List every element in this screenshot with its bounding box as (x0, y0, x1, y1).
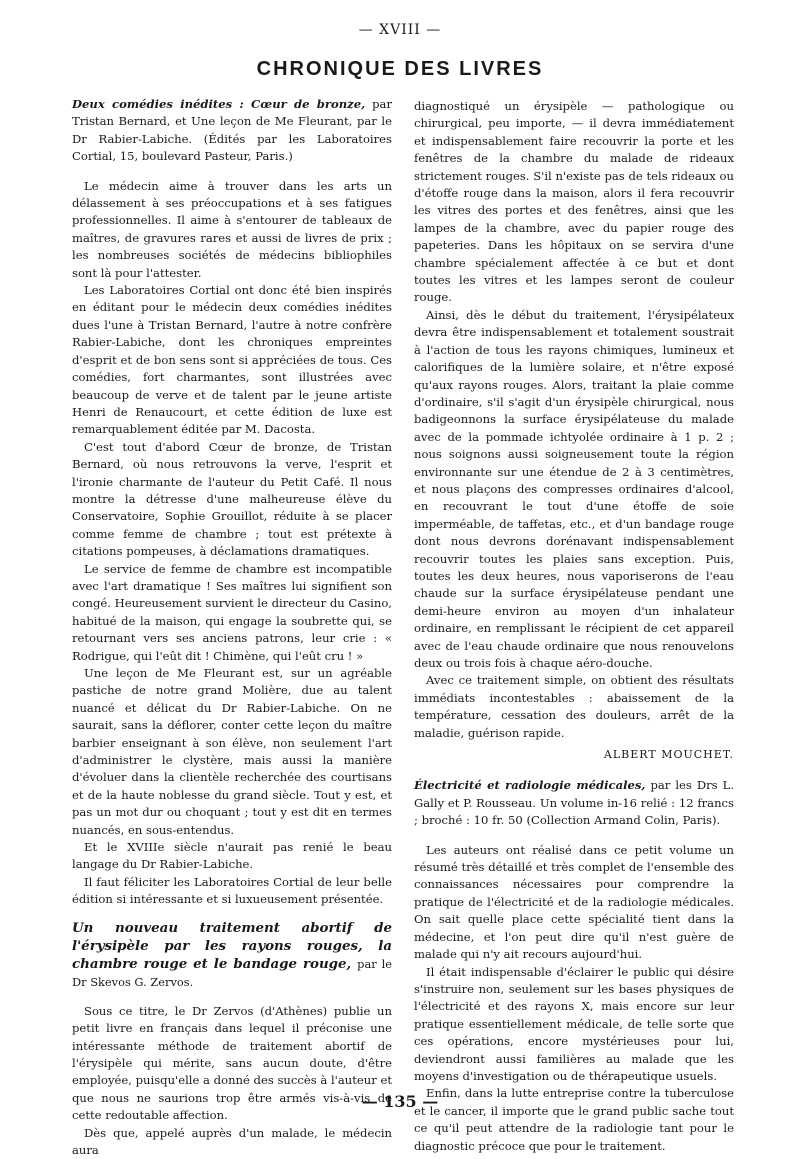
paragraph: Enfin, dans la lutte entreprise contre la tuberculose et le cancer, il importe que le grand public sache tout ce qu'il peut attendre de la radiologie tant pour le diagnostic précoce que pour le traitement. (414, 1086, 734, 1153)
paragraph: Les Laboratoires Cortial ont donc été bien inspirés en éditant pour le médecin deux comédies inédites dues l'une à Tristan Bernard, l'autre à notre confrère Rabier-Labiche, dont les chroniques empreintes d'esprit et de bon sens sont si appréciées de tous. Ces comédies, fort charmantes, sont illustrées avec beaucoup de verve et de talent par le jeune artiste Henri de Renaucourt, et cette édition de luxe est remarquablement éditée par M. Dacosta. (72, 283, 392, 437)
book-heading-electricite (414, 777, 734, 829)
book-details: par le Dr Skevos G. Zervos. (72, 956, 392, 989)
paragraph: C'est tout d'abord Cœur de bronze, de Tristan Bernard, où nous retrouvons la verve, l'esprit et l'ironie charmante de l'auteur du Petit Café. Il nous montre la détresse d'une malheureuse élève du Conservatoire, Sophie Grouillot, réduite à se placer comme femme de chambre ; tout est prétexte à citations pompeuses, à déclamations dramatiques. (72, 439, 392, 559)
paragraph: Le médecin aime à trouver dans les arts un délassement à ses préoccupations et à ses fatigues professionnelles. Il aime à s'entourer de tableaux de maîtres, de gravures rares et aussi de livres de prix ; les nombreuses sociétés de médecins bibliophiles sont là pour l'attester. (72, 178, 392, 280)
paragraph: Et le XVIIIe siècle n'aurait pas renié le beau langage du Dr Rabier-Labiche. (72, 840, 392, 872)
book-title: Un nouveau traitement abortif de l'érysipèle par les rayons rouges, la chambre rouge et le bandage rouge, (72, 919, 392, 972)
paragraph: Une leçon de Me Fleurant est, sur un agréable pastiche de notre grand Molière, due au talent nuancé et délicat du Dr Rabier-Labiche. On ne saurait, sans la déflorer, conter cette leçon du maître barbier enseignant à son élève, non seulement l'art d'administrer le clystère, mais aussi la manière d'évoluer dans la clientèle recherchée des courtisans et de la haute noblesse du grand siècle. Tout y est, et pas un mot dur ou choquant ; tout y est dit en termes nuancés, en sous-entendus. (72, 666, 392, 837)
page-number-footer: — 135 — (361, 1092, 439, 1111)
book-details: par Tristan Bernard, et Une leçon de Me Fleurant, par le Dr Rabier-Labiche. (Édités par les Laboratoires Cortial, 15, boulevard Pasteur, Paris.) (72, 97, 393, 164)
paragraph: Il était indispensable d'éclairer le public qui désire s'instruire non, seulement sur les bases physiques de l'électricité et des rayons X, mais encore sur leur pratique essentiellement médicale, de telle sorte que ces opérations, encore mystérieuses pour lui, deviendront aussi familières au malade que les moyens d'investigation ou de thérapeutique usuels. (414, 964, 734, 1083)
paragraph: Les auteurs ont réalisé dans ce petit volume un résumé très détaillé et très complet de l'ensemble des connaissances nécessaires pour comprendre la pratique de l'électricité et de la radiologie médicales. On sait quelle place cette spécialité tient dans la médecine, et l'on peut dire qu'il n'est guère de malade qui n'y ait recours aujourd'hui. (414, 842, 734, 962)
paragraph: Ainsi, dès le début du traitement, l'érysipélateux devra être indispensablement et totalement soustrait à l'action de tous les rayons chimiques, lumineux et calorifiques de la lumière solaire, et n'être exposé qu'aux rayons rouges. Alors, traitant la plaie comme d'ordinaire, s'il s'agit d'un érysipèle chirurgical, nous badigeonnons la surface érysipélateuse du malade avec de la pommade ichtyolée ordinaire à 1 p. 2 ; nous soignons aussi soigneusement toute la région environnante sur une étendue de 2 à 3 centimètres, et nous plaçons des compresses ordinaires d'alcool, en recouvrant le tout d'une étoffe de soie imperméable, de taffetas, etc., et d'un bandage rouge dont nous devrons dorénavant indispensablement recouvrir toutes les plaies sans exception. Puis, toutes les deux heures, nous vaporiserons de l'eau chaude sur la surface érysipélateuse pendant une demi-heure environ au moyen d'un inhalateur ordinaire, en remplissant le récipient de cet appareil avec de l'eau chaude ordinaire que nous renouvelons deux ou trois fois à chaque aéro-douche. (414, 307, 734, 670)
left-column (72, 96, 392, 1159)
book-heading-erysipele (72, 919, 392, 991)
book-heading-deux-comedies (72, 96, 392, 166)
paragraph: Dès que, appelé auprès d'un malade, le médecin aura (72, 1125, 392, 1157)
paragraph: Sous ce titre, le Dr Zervos (d'Athènes) publie un petit livre en français dans lequel il préconise une intéressante méthode de traitement abortif de l'érysipèle qui mérite, sans aucun doute, d'être employée, puisqu'elle a donné des succès à l'auteur et que nous ne saurions trop être armés vis-à-vis de cette redoutable affection. (72, 1003, 392, 1123)
page-numeral-header: — XVIII — (358, 22, 442, 38)
paragraph: Avec ce traitement simple, on obtient des résultats immédiats incontestables : abaissement de la température, cessation des douleurs, arrêt de la maladie, guérison rapide. (414, 673, 734, 740)
page-title: CHRONIQUE DES LIVRES (256, 58, 544, 80)
paragraph: diagnostiqué un érysipèle — pathologique ou chirurgical, peu importe, — il devra immédiatement et indispensablement faire recouvrir la porte et les fenêtres de la chambre du malade de rideaux strictement rouges. S'il n'existe pas de tels rideaux ou d'étoffe rouge dans la maison, alors il fera recouvrir les vitres des portes et des fenêtres, ainsi que les lampes de la chambre, avec du papier rouge des papeteries. Dans les hôpitaux on se servira d'une chambre spécialement affectée à ce but et dont toutes les vitres et les lampes seront de couleur rouge. (414, 99, 734, 305)
book-title: Électricité et radiologie médicales, (414, 778, 646, 793)
paragraph: Il faut féliciter les Laboratoires Cortial de leur belle édition si intéressante et si luxueusement présentée. (72, 874, 392, 907)
author-signature: ALBERT MOUCHET. (603, 748, 734, 762)
book-details: par les Drs L. Gally et P. Rousseau. Un volume in-16 relié : 12 francs ; broché : 10 fr. 50 (Collection Armand Colin, Paris). (414, 778, 735, 828)
paragraph: Le service de femme de chambre est incompatible avec l'art dramatique ! Ses maîtres lui signifient son congé. Heureusement survient le directeur du Casino, habitué de la maison, qui engage la soubrette qui, se retournant vers ses anciens patrons, leur crie : « Rodrigue, qui l'eût dit ! Chimène, qui l'eût cru ! » (72, 561, 392, 663)
book-title: Deux comédies inédites : Cœur de bronze, (72, 97, 366, 111)
right-column (414, 98, 734, 1155)
